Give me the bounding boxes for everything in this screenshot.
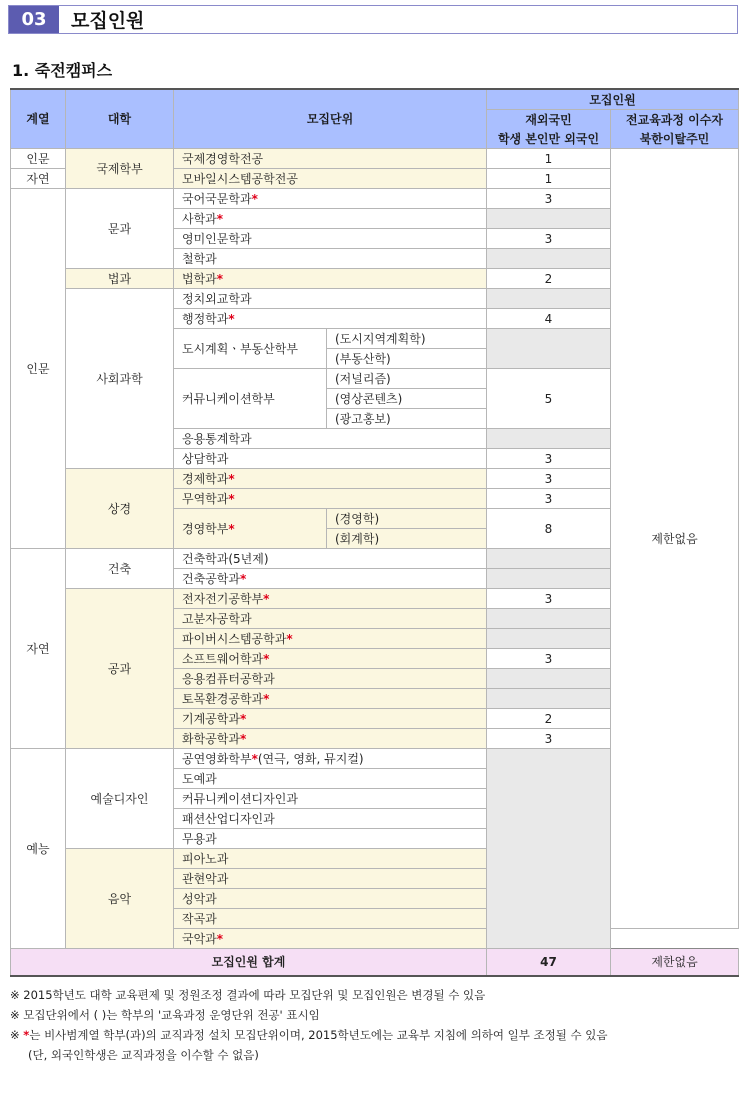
college-cell: 국제학부 <box>66 149 174 189</box>
unit-cell: 법학과* <box>174 269 487 289</box>
gyeyeol-cell: 인문 <box>11 149 66 169</box>
count-cell: 1 <box>487 169 611 189</box>
notes <box>10 985 740 1065</box>
admission-quota-table <box>10 88 739 977</box>
teaching-star-icon: * <box>263 651 270 666</box>
teaching-star-icon: * <box>239 731 247 746</box>
teaching-star-icon: * <box>239 711 247 726</box>
empty-count-cell <box>487 749 611 949</box>
unit-cell: 국어국문학과* <box>174 189 487 209</box>
unit-cell: 응용통계학과 <box>174 429 487 449</box>
count-cell: 5 <box>487 369 611 429</box>
count-cell: 2 <box>487 709 611 729</box>
section-header <box>8 5 738 34</box>
unit-cell: 경영학부* <box>174 509 327 549</box>
college-cell: 건축 <box>66 549 174 589</box>
note-line: (단, 외국인학생은 교직과정을 이수할 수 없음) <box>28 1048 259 1062</box>
sub-unit-cell: (영상콘텐츠) <box>327 389 487 409</box>
teaching-star-icon: * <box>228 491 235 506</box>
teaching-star-icon: * <box>228 521 235 536</box>
unit-cell: 무용과 <box>174 829 487 849</box>
college-cell: 법과 <box>66 269 174 289</box>
empty-count-cell <box>487 549 611 569</box>
empty-count-cell <box>487 629 611 649</box>
teaching-star-icon: * <box>228 311 235 326</box>
header-col-a-line1: 재외국민 <box>487 110 611 130</box>
unit-cell: 응용컴퓨터공학과 <box>174 669 487 689</box>
unit-cell: 철학과 <box>174 249 487 269</box>
count-cell: 3 <box>487 729 611 749</box>
unit-cell: 피아노과 <box>174 849 487 869</box>
unit-cell: 모바일시스템공학전공 <box>174 169 487 189</box>
sub-unit-cell: (회계학) <box>327 529 487 549</box>
college-cell: 공과 <box>66 589 174 749</box>
college-cell: 예술디자인 <box>66 749 174 849</box>
unit-cell: 행정학과* <box>174 309 487 329</box>
unit-cell: 고분자공학과 <box>174 609 487 629</box>
unit-cell: 무역학과* <box>174 489 487 509</box>
header-mojip-danwi: 모집단위 <box>174 89 487 149</box>
empty-count-cell <box>487 429 611 449</box>
count-cell: 3 <box>487 489 611 509</box>
unit-cell: 커뮤니케이션학부 <box>174 369 327 429</box>
campus-subtitle: 1. 죽전캠퍼스 <box>12 61 113 80</box>
total-count: 47 <box>487 949 611 977</box>
count-cell: 4 <box>487 309 611 329</box>
unit-cell: 건축학과(5년제) <box>174 549 487 569</box>
empty-count-cell <box>487 609 611 629</box>
unit-cell: 관현악과 <box>174 869 487 889</box>
unit-cell: 파이버시스템공학과* <box>174 629 487 649</box>
gyeyeol-cell: 자연 <box>11 549 66 749</box>
sub-unit-cell: (광고홍보) <box>327 409 487 429</box>
unit-cell: 패션산업디자인과 <box>174 809 487 829</box>
header-col-a-line2: 학생 본인만 외국인 <box>487 129 611 149</box>
empty-count-cell <box>487 689 611 709</box>
sub-unit-cell: (도시지역계획학) <box>327 329 487 349</box>
college-cell: 상경 <box>66 469 174 549</box>
teaching-star-icon: * <box>216 211 224 226</box>
no-limit-cell: 제한없음 <box>611 149 739 929</box>
unit-cell: 성악과 <box>174 889 487 909</box>
unit-cell: 정치외교학과 <box>174 289 487 309</box>
note-line: ※ 2015학년도 대학 교육편제 및 정원조정 결과에 따라 모집단위 및 모집인원은 변경될 수 있음 <box>10 988 486 1002</box>
teaching-star-icon: * <box>228 471 235 486</box>
header-daehak: 대학 <box>66 89 174 149</box>
teaching-star-icon: * <box>263 691 270 706</box>
unit-cell: 전자전기공학부* <box>174 589 487 609</box>
unit-cell: 경제학과* <box>174 469 487 489</box>
note-line: ※ 모집단위에서 ( )는 학부의 '교육과정 운영단위 전공' 표시임 <box>10 1008 320 1022</box>
unit-cell: 건축공학과* <box>174 569 487 589</box>
total-label: 모집인원 합계 <box>11 949 487 977</box>
unit-cell: 국제경영학전공 <box>174 149 487 169</box>
note-line: ※ *는 비사범계열 학부(과)의 교직과정 설치 모집단위이며, 2015학년도에는 교육부 지침에 의하여 일부 조정될 수 있음 <box>10 1028 608 1042</box>
teaching-star-icon: * <box>263 591 270 606</box>
teaching-star-icon: * <box>23 1028 30 1042</box>
unit-cell: 소프트웨어학과* <box>174 649 487 669</box>
unit-cell: 사학과* <box>174 209 487 229</box>
header-col-b-line1: 전교육과정 이수자 <box>611 110 739 130</box>
count-cell: 3 <box>487 189 611 209</box>
unit-cell: 국악과* <box>174 929 487 949</box>
unit-cell: 작곡과 <box>174 909 487 929</box>
empty-count-cell <box>487 669 611 689</box>
count-cell: 3 <box>487 449 611 469</box>
unit-cell: 공연영화학부*(연극, 영화, 뮤지컬) <box>174 749 487 769</box>
unit-cell: 상담학과 <box>174 449 487 469</box>
unit-cell: 기계공학과* <box>174 709 487 729</box>
total-limit: 제한없음 <box>611 949 739 977</box>
count-cell: 3 <box>487 469 611 489</box>
unit-cell: 도시계획ㆍ부동산학부 <box>174 329 327 369</box>
header-col-b-line2: 북한이탈주민 <box>611 129 739 149</box>
section-number: 03 <box>9 6 59 33</box>
gyeyeol-cell: 인문 <box>11 189 66 549</box>
teaching-star-icon: * <box>216 271 224 286</box>
count-cell: 2 <box>487 269 611 289</box>
unit-cell: 화학공학과* <box>174 729 487 749</box>
count-cell: 1 <box>487 149 611 169</box>
empty-count-cell <box>487 289 611 309</box>
count-cell: 3 <box>487 229 611 249</box>
empty-count-cell <box>487 209 611 229</box>
count-cell: 8 <box>487 509 611 549</box>
teaching-star-icon: * <box>286 631 293 646</box>
empty-count-cell <box>487 329 611 369</box>
header-gyeyeol: 계열 <box>11 89 66 149</box>
teaching-star-icon: * <box>251 751 258 766</box>
total-row <box>11 949 739 977</box>
college-cell: 사회과학 <box>66 289 174 469</box>
unit-cell: 커뮤니케이션디자인과 <box>174 789 487 809</box>
count-cell: 3 <box>487 649 611 669</box>
college-cell: 음악 <box>66 849 174 949</box>
section-title: 모집인원 <box>71 10 145 32</box>
count-cell: 3 <box>487 589 611 609</box>
unit-cell: 토목환경공학과* <box>174 689 487 709</box>
empty-count-cell <box>487 249 611 269</box>
college-cell: 문과 <box>66 189 174 269</box>
sub-unit-cell: (경영학) <box>327 509 487 529</box>
table-row <box>11 149 739 169</box>
sub-unit-cell: (저널리즘) <box>327 369 487 389</box>
teaching-star-icon: * <box>239 571 247 586</box>
teaching-star-icon: * <box>251 191 258 206</box>
header-mojip-inwon: 모집인원 <box>487 89 739 110</box>
gyeyeol-cell: 예능 <box>11 749 66 949</box>
empty-count-cell <box>487 569 611 589</box>
gyeyeol-cell: 자연 <box>11 169 66 189</box>
sub-unit-cell: (부동산학) <box>327 349 487 369</box>
teaching-star-icon: * <box>216 931 224 946</box>
unit-cell: 영미인문학과 <box>174 229 487 249</box>
unit-cell: 도예과 <box>174 769 487 789</box>
